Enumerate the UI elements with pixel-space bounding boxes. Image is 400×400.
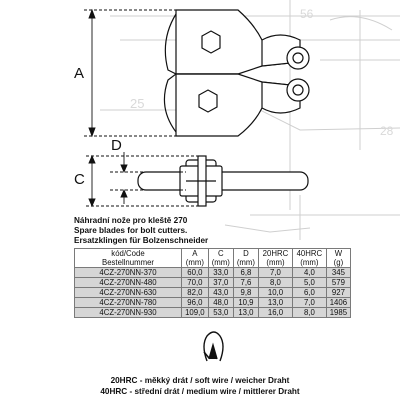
cell-w: 1406 [326, 298, 350, 308]
cell-20hrc: 13,0 [259, 298, 293, 308]
cell-20hrc: 10,0 [259, 288, 293, 298]
cell-40hrc: 5,0 [292, 278, 326, 288]
cell-w: 345 [326, 268, 350, 278]
table-row [75, 298, 351, 308]
header-c: C [208, 249, 233, 259]
header-d: D [233, 249, 258, 259]
unit-d: (mm) [233, 258, 258, 268]
cell-20hrc: 16,0 [259, 308, 293, 318]
cell-c: 48,0 [208, 298, 233, 308]
unit-c: (mm) [208, 258, 233, 268]
unit-40hrc: (mm) [292, 258, 326, 268]
cell-a: 60,0 [182, 268, 209, 278]
unit-w: (g) [326, 258, 350, 268]
cell-code: 4CZ-270NN-480 [75, 278, 182, 288]
table-row [75, 268, 351, 278]
spec-table [74, 248, 351, 318]
cell-40hrc: 8,0 [292, 308, 326, 318]
header-code-sub: Bestellnummer [75, 258, 182, 268]
cell-40hrc: 7,0 [292, 298, 326, 308]
table-units-row [75, 258, 351, 268]
cell-40hrc: 6,0 [292, 288, 326, 298]
table-row [75, 278, 351, 288]
header-40hrc: 40HRC [292, 249, 326, 259]
cell-code: 4CZ-270NN-630 [75, 288, 182, 298]
header-20hrc: 20HRC [259, 249, 293, 259]
cell-d: 10,9 [233, 298, 258, 308]
dimension-label-c: C [74, 171, 85, 188]
cell-20hrc: 8,0 [259, 278, 293, 288]
dimension-label-d: D [111, 137, 122, 154]
cell-code: 4CZ-270NN-930 [75, 308, 182, 318]
table-row [75, 288, 351, 298]
cell-d: 6,8 [233, 268, 258, 278]
cell-c: 33,0 [208, 268, 233, 278]
legend-20hrc: 20HRC - měkký drát / soft wire / weicher Draht [110, 376, 290, 385]
cell-w: 579 [326, 278, 350, 288]
cell-40hrc: 4,0 [292, 268, 326, 278]
cell-a: 109,0 [182, 308, 209, 318]
title-czech: Náhradní nože pro kleště 270 [74, 216, 188, 225]
unit-20hrc: (mm) [259, 258, 293, 268]
blade-profile-icon [204, 332, 223, 361]
cell-d: 9,8 [233, 288, 258, 298]
cell-code: 4CZ-270NN-370 [75, 268, 182, 278]
svg-text:56: 56 [300, 7, 314, 21]
header-code: kód/Code [75, 249, 182, 259]
cell-code: 4CZ-270NN-780 [75, 298, 182, 308]
title-english: Spare blades for bolt cutters. [74, 226, 188, 235]
dimension-label-a: A [74, 65, 85, 82]
svg-text:25: 25 [130, 96, 145, 111]
table-header-row [75, 249, 351, 259]
cell-c: 43,0 [208, 288, 233, 298]
cell-c: 53,0 [208, 308, 233, 318]
titles-block [74, 216, 208, 246]
cell-a: 82,0 [182, 288, 209, 298]
header-a: A [182, 249, 209, 259]
hex-bolt-lower [199, 90, 217, 112]
side-bar [138, 172, 308, 190]
cutter-head-side-view [138, 156, 308, 206]
svg-text:28: 28 [380, 124, 394, 138]
cell-a: 96,0 [182, 298, 209, 308]
cell-d: 7,6 [233, 278, 258, 288]
cell-a: 70,0 [182, 278, 209, 288]
dimension-a [84, 10, 176, 136]
cutter-head-top-view [164, 10, 309, 136]
unit-a: (mm) [182, 258, 209, 268]
cell-d: 13,0 [233, 308, 258, 318]
cell-w: 1985 [326, 308, 350, 318]
cell-c: 37,0 [208, 278, 233, 288]
legend-40hrc: 40HRC - střední drát / medium wire / mittlerer Draht [100, 387, 300, 396]
cell-20hrc: 7,0 [259, 268, 293, 278]
header-w: W [326, 249, 350, 259]
hex-bolt-upper [202, 31, 220, 53]
table-row [75, 308, 351, 318]
title-german: Ersatzklingen für Bolzenschneider [74, 236, 209, 245]
cell-w: 927 [326, 288, 350, 298]
